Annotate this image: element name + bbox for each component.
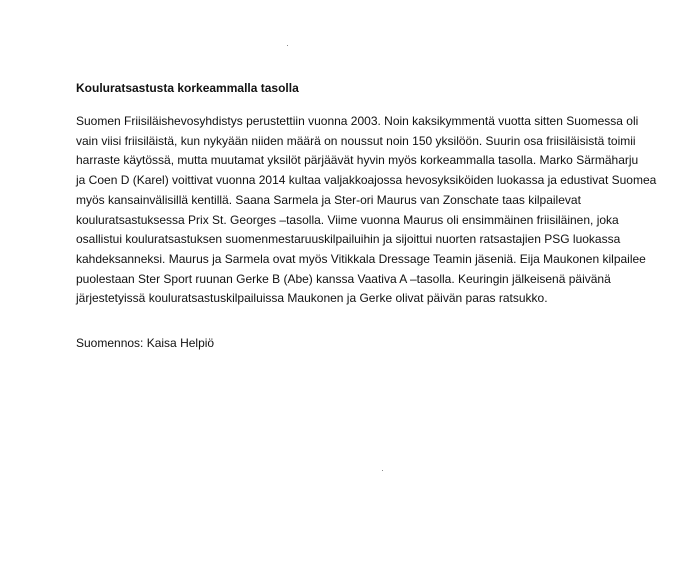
article-paragraph [76,112,676,309]
paragraph-line: myös kansainvälisillä kentillä. Saana Sarmela ja Ster-ori Maurus van Zonschate taas kilpailevat [76,192,581,207]
paragraph-line: kouluratsastuksessa Prix St. Georges –tasolla. Viime vuonna Maurus oli ensimmäinen friisiläinen, joka [76,212,619,227]
article-title: Kouluratsastusta korkeammalla tasolla [76,81,299,95]
scan-speck [382,470,383,471]
paragraph-line: järjestetyissä kouluratsastuskilpailuissa Maukonen ja Gerke olivat päivän paras ratsukko. [76,291,548,306]
paragraph-line: puolestaan Ster Sport ruunan Gerke B (Abe) kanssa Vaativa A –tasolla. Keuringin jälkeisenä päivänä [76,271,611,286]
paragraph-line: ja Coen D (Karel) voittivat vuonna 2014 kultaa valjakkoajossa hevosyksiköiden luokassa ja edustivat Suomea [76,173,657,188]
paragraph-line: osallistui kouluratsastuksen suomenmestaruuskilpailuihin ja sijoittui nuorten ratsastajien PSG luokassa [76,232,621,247]
scan-speck [287,45,288,46]
paragraph-line: kahdeksanneksi. Maurus ja Sarmela ovat myös Vitikkala Dressage Teamin jäseniä. Eija Maukonen kilpailee [76,251,646,266]
translator-credit: Suomennos: Kaisa Helpiö [76,336,215,350]
paragraph-line: Suomen Friisiläishevosyhdistys perustettiin vuonna 2003. Noin kaksikymmentä vuotta sitten Suomessa oli [76,114,639,128]
paragraph-line: harraste käytössä, mutta muutamat yksilöt pärjäävät hyvin myös korkeammalla tasolla. Marko Särmäharju [76,153,639,168]
paragraph-line: vain viisi friisiläistä, kun nykyään niiden määrä on noussut noin 150 yksilöön. Suurin osa friisiläisistä toimii [76,133,636,148]
